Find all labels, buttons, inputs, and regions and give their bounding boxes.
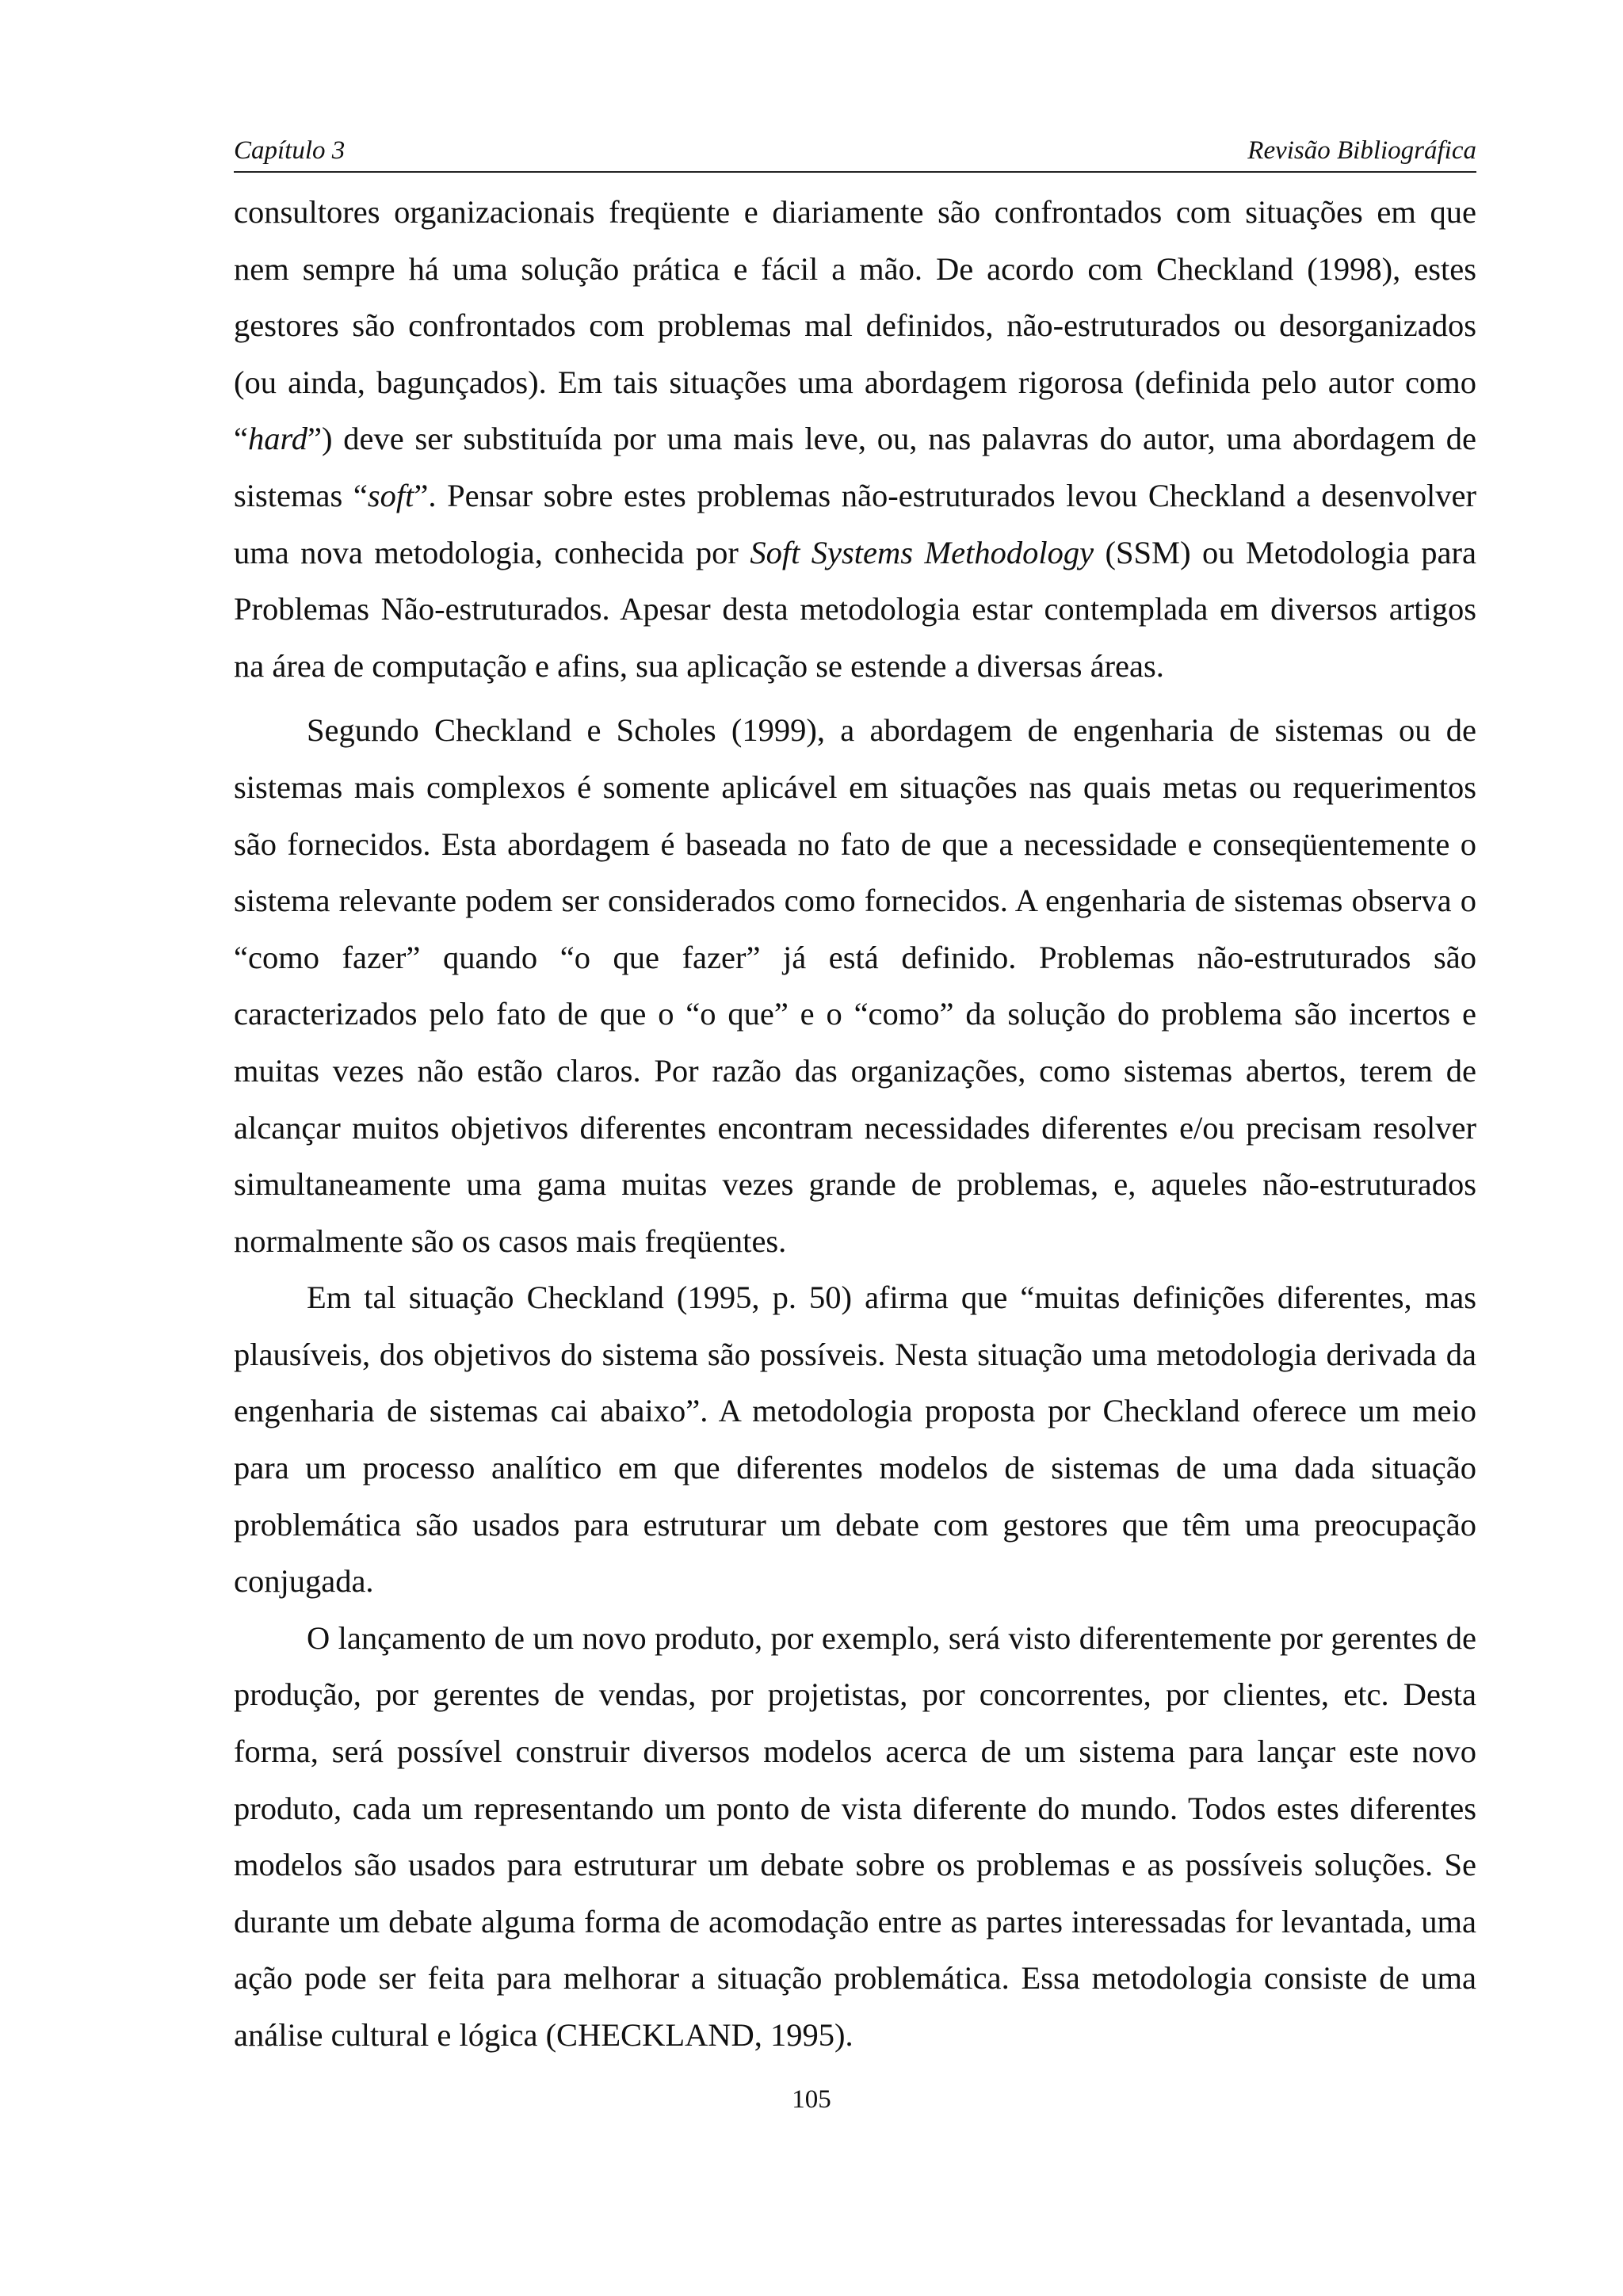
paragraph-1-text-c: ”) deve ser substituída por uma mais leve, ou, nas palavras do autor, uma abordagem de sistemas “ (234, 421, 1476, 513)
paragraph-2: Segundo Checkland e Scholes (1999), a abordagem de engenharia de sistemas ou de sistemas mais complexos é somente aplicável em situações nas quais metas ou requerimentos são fornecidos. Esta abordagem é baseada no fato de que a necessidade e conseqüentemente o sistema relevante podem ser considerados como fornecidos. A engenharia de sistemas observa o “como fazer” quando “o que fazer” já está definido. Problemas não-estruturados são caracterizados pelo fato de que o “o que” e o “como” da solução do problema são incertos e muitas vezes não estão claros. Por razão das organizações, como sistemas abertos, terem de alcançar muitos objetivos diferentes encontram necessidades diferentes e/ou precisam resolver simultaneamente uma gama muitas vezes grande de problemas, e, aqueles não-estruturados normalmente são os casos mais freqüentes. (234, 712, 1476, 1259)
term-ssm: Soft Systems Methodology (750, 534, 1094, 570)
paragraph-3: Em tal situação Checkland (1995, p. 50) afirma que “muitas definições diferentes, mas plausíveis, dos objetivos do sistema são possíveis. Nesta situação uma metodologia derivada da engenharia de sistemas cai abaixo”. A metodologia proposta por Checkland oferece um meio para um processo analítico em que diferentes modelos de sistemas de uma dada situação problemática são usados para estruturar um debate com gestores que têm uma preocupação conjugada. (234, 1280, 1476, 1600)
header-section: Revisão Bibliográfica (1247, 136, 1476, 165)
paragraph-1-text-g: (SSM) ou Metodologia para Problemas Não-estruturados. Apesar desta metodologia estar contemplada em diversos artigos na área de computação e afins, sua aplicação se estende a diversas áreas. (234, 534, 1476, 684)
paragraph-4: O lançamento de um novo produto, por exemplo, será visto diferentemente por gerentes de produção, por gerentes de vendas, por projetistas, por concorrentes, por clientes, etc. Desta forma, será possível construir diversos modelos acerca de um sistema para lançar este novo produto, cada um representando um ponto de vista diferente do mundo. Todos estes diferentes modelos são usados para estruturar um debate sobre os problemas e as possíveis soluções. Se durante um debate alguma forma de acomodação entre as partes interessadas for levantada, uma ação pode ser feita para melhorar a situação problemática. Essa metodologia consiste de uma análise cultural e lógica (CHECKLAND, 1995). (234, 1619, 1476, 2053)
term-hard: hard (247, 421, 307, 457)
paragraph-1-text-e: ”. Pensar sobre estes problemas não-estruturados levou Checkland a desenvolver uma nova metodologia, conhecida por (234, 477, 1477, 570)
paragraph-1 (234, 184, 1476, 694)
header-chapter: Capítulo 3 (234, 136, 346, 165)
paragraph-1-text-a: consultores organizacionais freqüente e diariamente são confrontados com situações em que nem sempre há uma solução prática e fácil a mão. De acordo com Checkland (1998), estes gestores são confrontados com problemas mal definidos, não-estruturados ou desorganizados (ou ainda, bagunçados). Em tais situações uma abordagem rigorosa (definida pelo autor como “ (234, 194, 1476, 457)
page-number: 105 (792, 2085, 831, 2114)
term-soft: soft (367, 477, 414, 513)
running-header (234, 133, 1476, 173)
body-text (234, 184, 1476, 2064)
